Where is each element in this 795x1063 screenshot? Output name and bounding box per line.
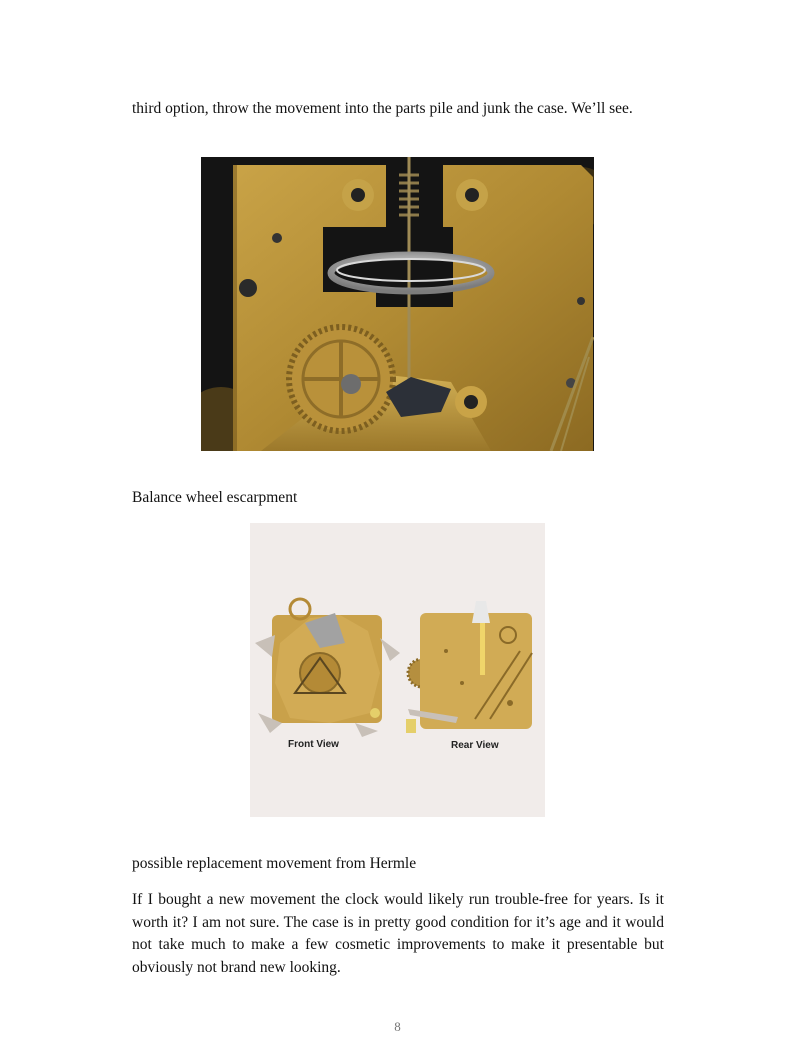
paragraph-top: third option, throw the movement into the parts pile and junk the case. We’ll see. — [132, 100, 633, 117]
figure2-caption: possible replacement movement from Hermle — [132, 855, 417, 872]
paragraph-bottom: If I bought a new movement the clock would likely run trouble-free for years. Is it worth it? I am not sure. The case is in pretty good condition for it’s age and it would not take much to make a few cosmetic improvements to make it presentable but obviously not brand new looking. — [132, 891, 664, 976]
replacement-movement-photo — [250, 523, 545, 817]
page-number: 8 — [394, 1019, 401, 1034]
balance-wheel-photo — [201, 157, 594, 451]
rear-view-label: Rear View — [451, 740, 499, 751]
front-movement-illustration — [255, 599, 400, 737]
front-view-label: Front View — [288, 739, 339, 750]
rear-movement-illustration — [406, 601, 532, 733]
figure1-caption: Balance wheel escarpment — [132, 489, 298, 506]
